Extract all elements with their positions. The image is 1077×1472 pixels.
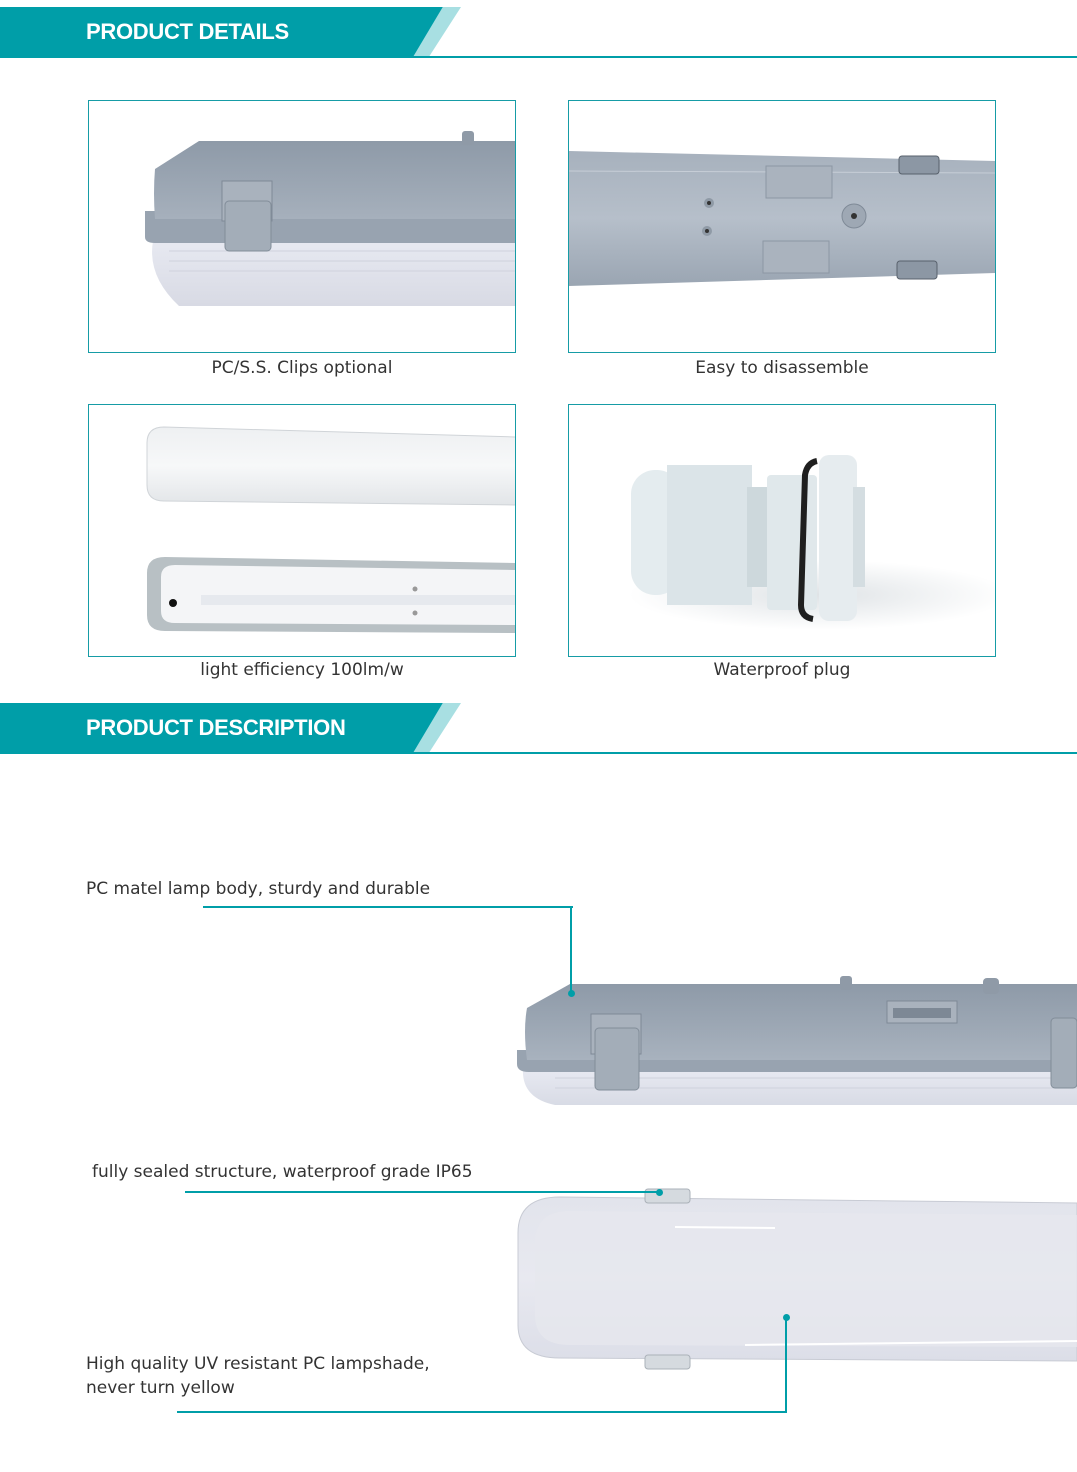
detail-caption: Waterproof plug [713,660,851,680]
detail-caption: PC/S.S. Clips optional [211,358,393,378]
detail-caption: Easy to disassemble [695,358,869,378]
banner-rule [0,752,1077,754]
detail-image-disassemble [568,100,996,353]
callout-leader-line [185,1191,660,1193]
callout-leader-line [570,906,572,993]
lamp-housing-image [515,968,1077,1108]
banner-rule [0,56,1077,58]
section-title: PRODUCT DESCRIPTION [86,715,346,740]
callout-text-sealed: fully sealed structure, waterproof grade IP65 [92,1162,473,1182]
callout-text-lampshade [86,1352,430,1400]
section-banner-description [0,703,1077,755]
callout-leader-line [177,1411,787,1413]
callout-text-line: never turn yellow [86,1378,235,1398]
callout-leader-line [203,906,573,908]
callout-anchor-dot [656,1189,663,1196]
callout-leader-line [785,1318,787,1413]
lamp-back-image [569,101,996,353]
callout-anchor-dot [568,990,575,997]
detail-caption: light efficiency 100lm/w [200,660,404,680]
callout-text-line: High quality UV resistant PC lampshade, [86,1354,430,1374]
lamp-clip-image [89,101,516,353]
detail-image-clips [88,100,516,353]
lamp-diffuser-image [515,1185,1077,1375]
section-title: PRODUCT DETAILS [86,19,289,44]
detail-image-efficiency [88,404,516,657]
section-banner-details [0,7,1077,59]
lamp-led-board-image [89,405,516,657]
cable-gland-image [569,405,996,657]
detail-image-plug [568,404,996,657]
callout-text-lamp-body: PC matel lamp body, sturdy and durable [86,879,431,899]
